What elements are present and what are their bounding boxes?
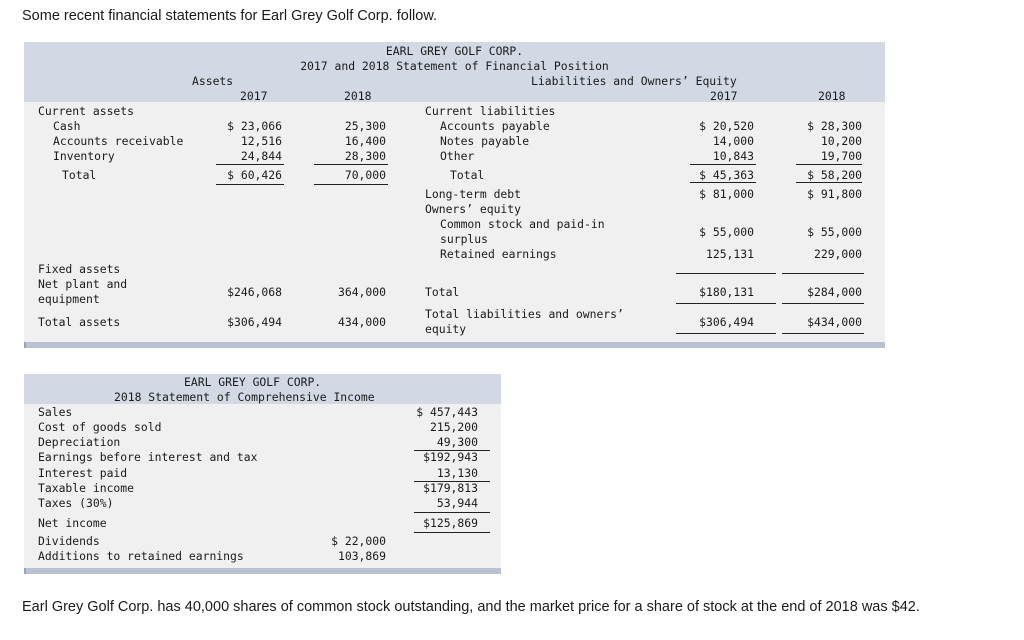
taxes-label: Taxes (30%): [38, 496, 114, 510]
inventory-2017: 24,844: [240, 149, 282, 163]
total-assets-2018: 434,000: [337, 315, 386, 329]
ltd-label: Long-term debt: [425, 187, 522, 201]
tle-label-1: Total liabilities and owners’: [425, 307, 624, 321]
retained-2017: 125,131: [705, 247, 754, 261]
other-2017: 10,843: [712, 149, 754, 163]
rule: [690, 164, 756, 165]
taxes-value: 53,944: [436, 496, 478, 510]
net-income-label: Net income: [38, 516, 107, 530]
liab-year-2017: 2017: [710, 89, 738, 103]
rule: [216, 164, 284, 165]
current-liabilities-heading: Current liabilities: [425, 104, 556, 118]
rule: [782, 273, 864, 274]
sales-label: Sales: [38, 405, 73, 419]
retained-2018: 229,000: [813, 247, 862, 261]
notes-label: Notes payable: [440, 134, 530, 148]
cl-total-2018: $ 58,200: [807, 168, 862, 182]
tle-2018: $434,000: [807, 315, 862, 329]
ca-total-2017: $ 60,426: [227, 168, 282, 182]
ca-total-2018: 70,000: [344, 168, 386, 182]
cogs-value: 215,200: [429, 420, 478, 434]
rule: [216, 184, 284, 185]
sci-title: 2018 Statement of Comprehensive Income: [114, 390, 375, 404]
interest-value: 13,130: [436, 466, 478, 480]
rule: [676, 303, 776, 304]
sci-company: EARL GREY GOLF CORP.: [184, 375, 322, 389]
additions-value: 103,869: [337, 549, 386, 563]
net-plant-label-1: Net plant and: [38, 277, 128, 291]
rule: [796, 182, 862, 183]
sci-bottom-bar: [24, 568, 501, 574]
depreciation-label: Depreciation: [38, 435, 121, 449]
notes-2017: 14,000: [712, 134, 754, 148]
total-assets-label: Total assets: [38, 315, 121, 329]
cash-2018: 25,300: [344, 119, 386, 133]
inventory-2018: 28,300: [344, 149, 386, 163]
tle-label-2: equity: [425, 322, 467, 336]
payable-2017: $ 20,520: [699, 119, 754, 133]
oe-total-label: Total: [425, 285, 460, 299]
cash-2017: $ 23,066: [227, 119, 282, 133]
ebit-label: Earnings before interest and tax: [38, 450, 258, 464]
rule: [414, 512, 490, 513]
receivables-label: Accounts receivable: [53, 134, 184, 148]
other-2018: 19,700: [820, 149, 862, 163]
total-assets-2017: $306,494: [227, 315, 282, 329]
rule: [314, 164, 388, 165]
assets-heading: Assets: [192, 74, 234, 88]
owners-equity-heading: Owners’ equity: [425, 202, 522, 216]
payable-label: Accounts payable: [440, 119, 550, 133]
cl-total-label: Total: [450, 168, 485, 182]
ltd-2017: $ 81,000: [699, 187, 754, 201]
rule: [782, 303, 864, 304]
ltd-2018: $ 91,800: [807, 187, 862, 201]
ebit-value: $192,943: [423, 450, 478, 464]
retained-label: Retained earnings: [440, 247, 557, 261]
liabilities-heading: Liabilities and Owners’ Equity: [531, 74, 737, 88]
rule: [676, 273, 776, 274]
inventory-label: Inventory: [53, 149, 115, 163]
net-plant-2018: 364,000: [337, 285, 386, 299]
cash-label: Cash: [53, 119, 81, 133]
rule: [796, 164, 862, 165]
sales-value: $ 457,443: [416, 405, 478, 419]
common-stock-2017: $ 55,000: [699, 225, 754, 239]
sfp-company: EARL GREY GOLF CORP.: [385, 44, 524, 58]
taxable-value: $179,813: [423, 481, 478, 495]
ca-total-label: Total: [62, 168, 97, 182]
notes-2018: 10,200: [820, 134, 862, 148]
tle-2017: $306,494: [699, 315, 754, 329]
cogs-label: Cost of goods sold: [38, 420, 162, 434]
dividends-value: $ 22,000: [331, 534, 386, 548]
net-income-value: $125,869: [423, 516, 478, 530]
net-plant-label-2: equipment: [38, 292, 100, 306]
sfp-bottom-bar: [24, 342, 885, 348]
cl-total-2017: $ 45,363: [699, 168, 754, 182]
common-stock-label-2: surplus: [440, 232, 489, 246]
common-stock-2018: $ 55,000: [807, 225, 862, 239]
payable-2018: $ 28,300: [807, 119, 862, 133]
rule: [690, 182, 756, 183]
assets-year-2017: 2017: [240, 89, 268, 103]
depreciation-value: 49,300: [436, 435, 478, 449]
additions-label: Additions to retained earnings: [38, 549, 244, 563]
taxable-label: Taxable income: [38, 481, 135, 495]
dividends-label: Dividends: [38, 534, 100, 548]
oe-total-2018: $284,000: [807, 285, 862, 299]
liab-year-2018: 2018: [818, 89, 846, 103]
sfp-title: 2017 and 2018 Statement of Financial Position: [300, 59, 609, 73]
receivables-2018: 16,400: [344, 134, 386, 148]
interest-label: Interest paid: [38, 466, 128, 480]
current-assets-heading: Current assets: [38, 104, 135, 118]
common-stock-label-1: Common stock and paid-in: [440, 217, 605, 231]
assets-year-2018: 2018: [344, 89, 372, 103]
rule: [782, 333, 864, 334]
fixed-assets-heading: Fixed assets: [38, 262, 121, 276]
receivables-2017: 12,516: [240, 134, 282, 148]
other-label: Other: [440, 149, 475, 163]
rule: [414, 532, 490, 533]
rule: [676, 333, 776, 334]
oe-total-2017: $180,131: [699, 285, 754, 299]
intro-text: Some recent financial statements for Earl Grey Golf Corp. follow.: [22, 8, 438, 24]
net-plant-2017: $246,068: [227, 285, 282, 299]
outro-text: Earl Grey Golf Corp. has 40,000 shares of common stock outstanding, and the market price for a share of stock at the end of 2018 was $42.: [22, 599, 920, 615]
rule: [314, 184, 388, 185]
